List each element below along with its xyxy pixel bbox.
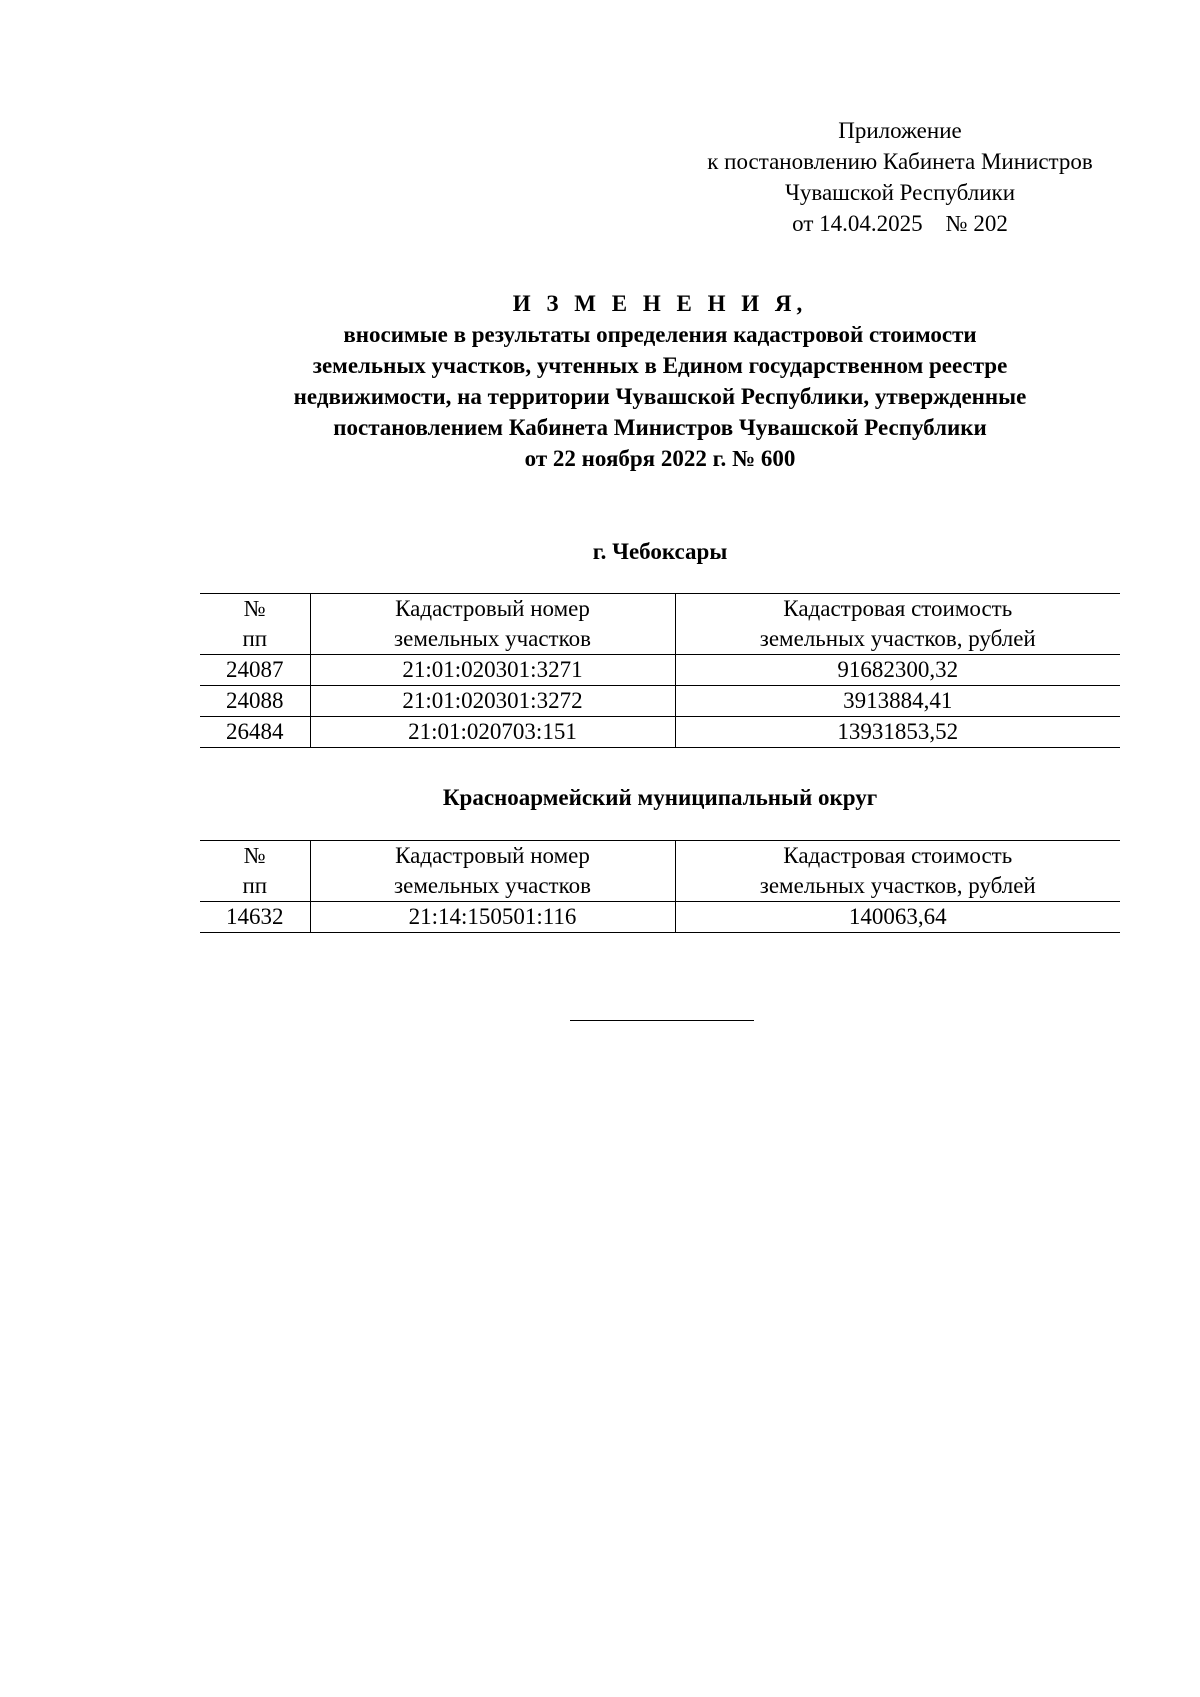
appendix-date-number: от 14.04.2025 № 202 [792,211,1008,236]
header-num-line2: пп [242,873,268,898]
header-cost-line1: Кадастровая стоимость [783,843,1013,868]
cadastre-table-krasnoarmeysky [200,840,1120,933]
header-num [200,841,310,902]
title-line-5: от 22 ноября 2022 г. № 600 [524,446,796,471]
section-heading-krasnoarmeysky: Красноармейский муниципальный округ [442,785,878,810]
row-num: 24088 [200,686,310,717]
end-separator-line [570,1020,754,1021]
row-cadastral: 21:01:020703:151 [310,717,675,748]
appendix-republic: Чувашской Республики [784,180,1016,205]
table-row [200,717,1120,748]
row-cost: 3913884,41 [675,686,1120,717]
header-num-line2: пп [242,626,268,651]
table-header-row [200,841,1120,902]
header-cadastral-line2: земельных участков [394,626,591,651]
table-row [200,902,1120,933]
header-cadastral [310,594,675,655]
header-cadastral-line1: Кадастровый номер [395,596,590,621]
row-num: 26484 [200,717,310,748]
header-cost-line1: Кадастровая стоимость [783,596,1013,621]
header-num-line1: № [243,843,266,868]
title-line-3: недвижимости, на территории Чувашской Республики, утвержденные [293,384,1027,409]
header-cost [675,594,1120,655]
title-line-1: вносимые в результаты определения кадастровой стоимости [343,322,977,347]
row-cost: 91682300,32 [675,655,1120,686]
header-cadastral [310,841,675,902]
appendix-label: Приложение [838,118,962,143]
table-row [200,655,1120,686]
row-num: 24087 [200,655,310,686]
appendix-block [675,115,1125,239]
row-num: 14632 [200,902,310,933]
header-cadastral-line1: Кадастровый номер [395,843,590,868]
header-num-line1: № [243,596,266,621]
row-cadastral: 21:14:150501:116 [310,902,675,933]
cadastre-table-cheboksary [200,593,1120,748]
header-cost [675,841,1120,902]
row-cost: 13931853,52 [675,717,1120,748]
header-cost-line2: земельных участков, рублей [759,873,1036,898]
table-row [200,686,1120,717]
document-title [200,288,1120,474]
row-cadastral: 21:01:020301:3272 [310,686,675,717]
table-header-row [200,594,1120,655]
header-cadastral-line2: земельных участков [394,873,591,898]
header-cost-line2: земельных участков, рублей [759,626,1036,651]
row-cadastral: 21:01:020301:3271 [310,655,675,686]
row-cost: 140063,64 [675,902,1120,933]
header-num [200,594,310,655]
title-line-4: постановлением Кабинета Министров Чувашской Республики [333,415,987,440]
title-line-2: земельных участков, учтенных в Едином государственном реестре [312,353,1008,378]
section-heading-cheboksary: г. Чебоксары [592,539,728,564]
appendix-resolution: к постановлению Кабинета Министров [707,149,1093,174]
title-heading: И З М Е Н Е Н И Я, [512,291,808,316]
